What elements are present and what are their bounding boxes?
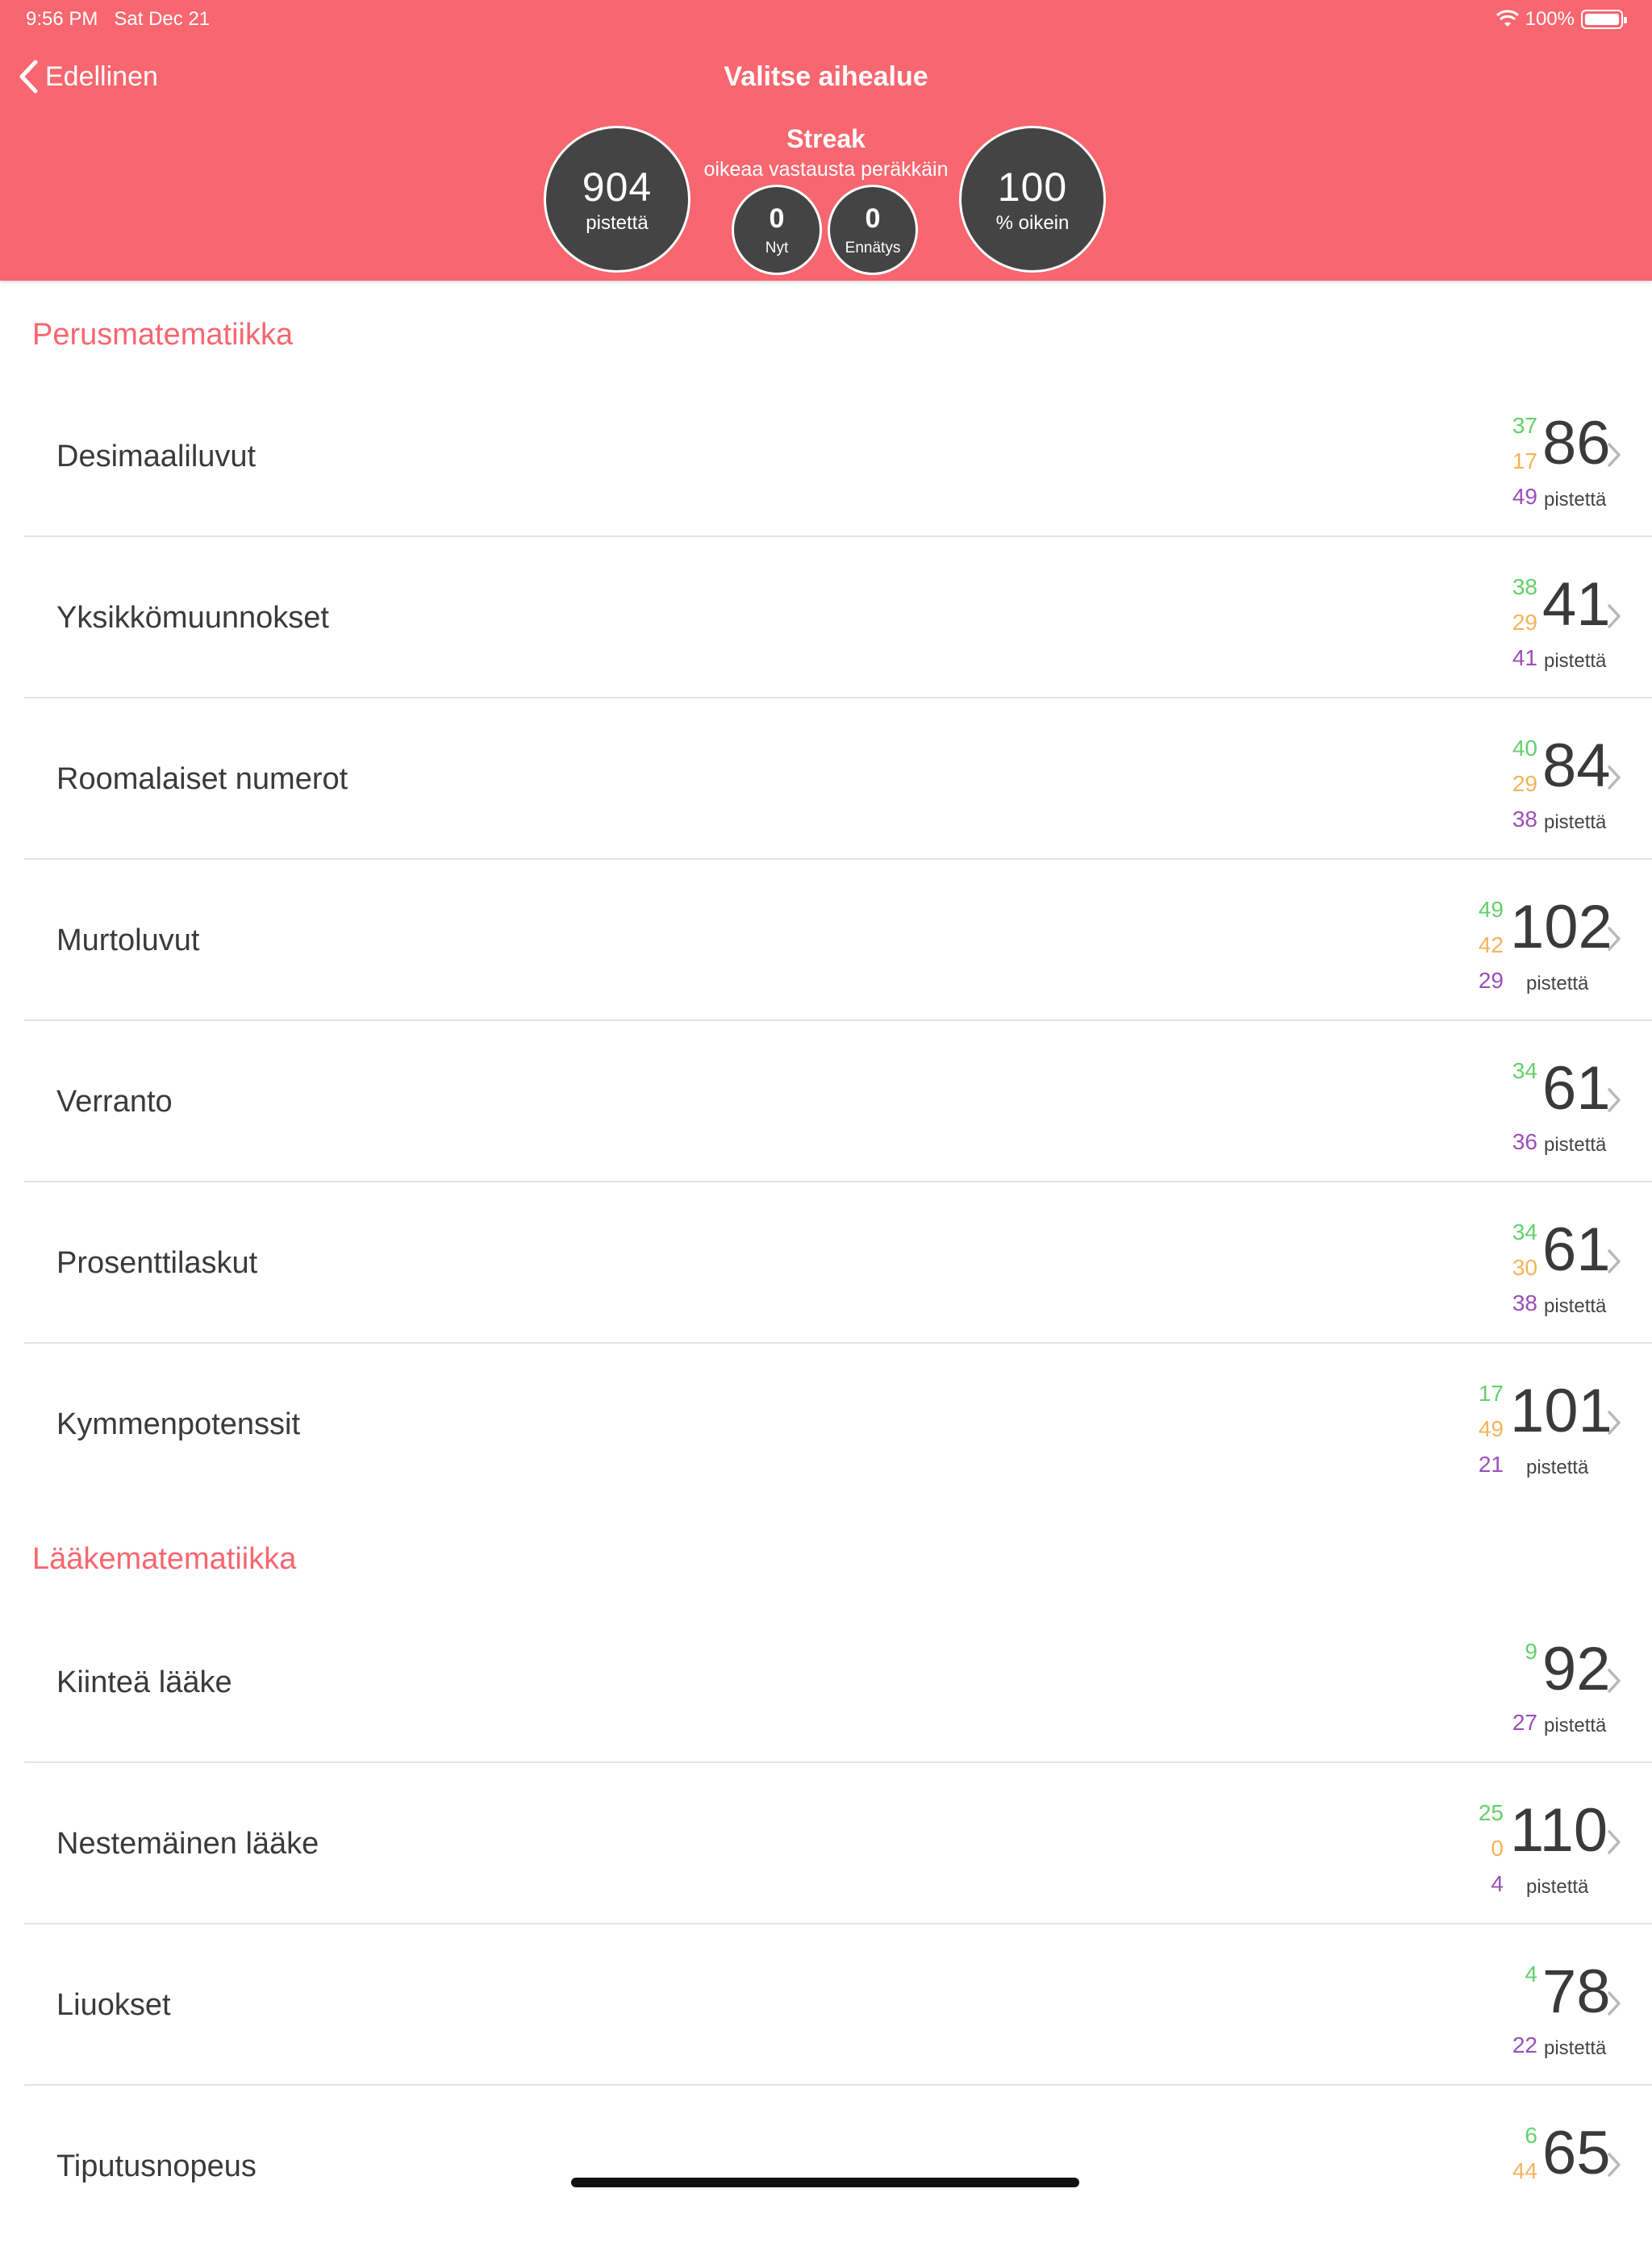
topic-score: 110	[1510, 1796, 1608, 1865]
chevron-right-icon	[1607, 765, 1621, 790]
score-unit: pistettä	[1544, 1295, 1607, 1317]
points-label: pistettä	[586, 212, 649, 234]
attempt-count: 49	[1512, 484, 1537, 509]
partial-count: 49	[1478, 1416, 1504, 1441]
chevron-right-icon	[1607, 442, 1621, 468]
correct-count: 25	[1478, 1800, 1504, 1825]
attempt-count: 22	[1512, 2032, 1537, 2057]
chevron-right-icon	[1607, 1249, 1621, 1274]
points-value: 904	[582, 165, 653, 210]
attempt-count: 41	[1512, 645, 1537, 670]
correct-count: 34	[1512, 1058, 1537, 1083]
partial-count: 29	[1512, 610, 1537, 635]
chevron-right-icon	[1607, 1410, 1621, 1436]
attempt-count: 4	[1491, 1871, 1504, 1896]
topic-label: Nestemäinen lääke	[56, 1827, 319, 1861]
topic-label: Prosenttilaskut	[56, 1246, 258, 1280]
partial-count: 44	[1512, 2158, 1537, 2183]
partial-count: 30	[1512, 1255, 1537, 1280]
correct-count: 9	[1525, 1639, 1537, 1664]
score-unit: pistettä	[1544, 2037, 1607, 2059]
score-block	[1442, 537, 1652, 698]
score-unit: pistettä	[1544, 650, 1607, 672]
correct-count: 6	[1525, 2123, 1537, 2148]
correct-count: 4	[1525, 1961, 1537, 1986]
current-streak-circle	[732, 185, 822, 275]
topic-row[interactable]	[24, 1021, 1652, 1182]
topic-label: Murtoluvut	[56, 923, 200, 957]
topic-label: Yksikkömuunnokset	[56, 601, 329, 635]
topic-row[interactable]	[24, 1924, 1652, 2086]
chevron-right-icon	[1607, 603, 1621, 629]
topic-label: Liuokset	[56, 1988, 171, 2022]
topic-score: 61	[1542, 1215, 1611, 1284]
accuracy-label: % oikein	[995, 212, 1070, 234]
topic-row[interactable]	[24, 1344, 1652, 1505]
topic-score: 102	[1510, 893, 1612, 961]
accuracy-circle	[959, 126, 1106, 273]
streak-subtitle: oikeaa vastausta peräkkäin	[703, 158, 949, 181]
attempt-count: 36	[1512, 1129, 1537, 1154]
correct-count: 17	[1478, 1381, 1504, 1406]
status-bar	[0, 0, 1652, 39]
topic-label: Kymmenpotenssit	[56, 1407, 301, 1441]
score-unit: pistettä	[1544, 489, 1607, 511]
topic-row[interactable]	[24, 1182, 1652, 1344]
battery-icon	[1581, 10, 1623, 29]
score-block	[1442, 1602, 1652, 1763]
chevron-right-icon	[1607, 926, 1621, 952]
correct-count: 49	[1478, 897, 1504, 922]
chevron-right-icon	[1607, 1668, 1621, 1694]
back-label: Edellinen	[45, 60, 158, 92]
status-time: 9:56 PM Sat Dec 21	[26, 8, 211, 30]
streak-title: Streak	[786, 124, 866, 153]
partial-count: 0	[1491, 1836, 1504, 1861]
page-title: Valitse aihealue	[724, 61, 928, 92]
topic-score: 101	[1510, 1377, 1612, 1445]
section-title-laakematematiikka: Lääkematematiikka	[32, 1542, 297, 1576]
chevron-right-icon	[1607, 2152, 1621, 2178]
record-streak-value: 0	[865, 203, 881, 234]
status-right	[1496, 8, 1623, 31]
correct-count: 37	[1512, 413, 1537, 438]
attempt-count: 27	[1512, 1710, 1537, 1735]
attempt-count: 21	[1478, 1452, 1504, 1477]
topic-label: Desimaaliluvut	[56, 440, 257, 473]
correct-count: 38	[1512, 574, 1537, 599]
partial-count: 29	[1512, 771, 1537, 796]
score-block	[1442, 1763, 1652, 1924]
score-block	[1442, 2086, 1652, 2247]
section-title-perusmatematiikka: Perusmatematiikka	[32, 318, 294, 352]
topic-label: Tiputusnopeus	[56, 2149, 257, 2183]
topic-row[interactable]	[24, 2086, 1652, 2187]
score-block	[1442, 376, 1652, 537]
record-streak-circle	[828, 185, 918, 275]
chevron-right-icon	[1607, 1087, 1621, 1113]
score-unit: pistettä	[1526, 1457, 1589, 1478]
topic-label: Roomalaiset numerot	[56, 762, 348, 796]
partial-count: 17	[1512, 448, 1537, 473]
current-streak-label: Nyt	[765, 240, 789, 256]
topic-score: 61	[1542, 1054, 1611, 1123]
chevron-right-icon	[1607, 1829, 1621, 1855]
wifi-icon	[1496, 10, 1519, 28]
score-unit: pistettä	[1544, 1715, 1607, 1736]
attempt-count: 29	[1478, 968, 1504, 993]
score-block	[1442, 1021, 1652, 1182]
score-block	[1442, 1924, 1652, 2086]
current-streak-value: 0	[769, 203, 785, 234]
partial-count: 42	[1478, 932, 1504, 957]
topic-row[interactable]	[24, 537, 1652, 698]
topic-row[interactable]	[24, 698, 1652, 860]
score-unit: pistettä	[1544, 811, 1607, 833]
score-block	[1442, 1344, 1652, 1505]
score-block	[1442, 698, 1652, 860]
topic-row[interactable]	[24, 860, 1652, 1021]
score-block	[1442, 860, 1652, 1021]
topic-score: 84	[1542, 732, 1611, 800]
chevron-right-icon	[1607, 1991, 1621, 2016]
topic-row[interactable]	[24, 1602, 1652, 1763]
record-streak-label: Ennätys	[845, 240, 901, 256]
header	[0, 0, 1652, 281]
score-unit: pistettä	[1526, 973, 1589, 994]
home-indicator	[571, 2178, 1079, 2187]
topic-label: Verranto	[56, 1085, 173, 1119]
status-date: Sat Dec 21	[114, 8, 211, 30]
topic-score: 78	[1542, 1957, 1611, 2026]
correct-count: 40	[1512, 736, 1537, 761]
accuracy-value: 100	[997, 165, 1068, 210]
attempt-count: 38	[1512, 1290, 1537, 1315]
topic-label: Kiinteä lääke	[56, 1665, 232, 1699]
topic-score: 92	[1542, 1635, 1611, 1703]
topic-row[interactable]	[24, 376, 1652, 537]
score-block	[1442, 1182, 1652, 1344]
topic-score: 65	[1542, 2119, 1611, 2187]
topic-score: 86	[1542, 409, 1611, 477]
topic-score: 41	[1542, 570, 1611, 639]
topic-row[interactable]	[24, 1763, 1652, 1924]
score-unit: pistettä	[1544, 1134, 1607, 1156]
battery-percent: 100%	[1525, 8, 1575, 30]
correct-count: 34	[1512, 1219, 1537, 1244]
attempt-count: 38	[1512, 807, 1537, 832]
score-unit: pistettä	[1526, 1876, 1589, 1898]
